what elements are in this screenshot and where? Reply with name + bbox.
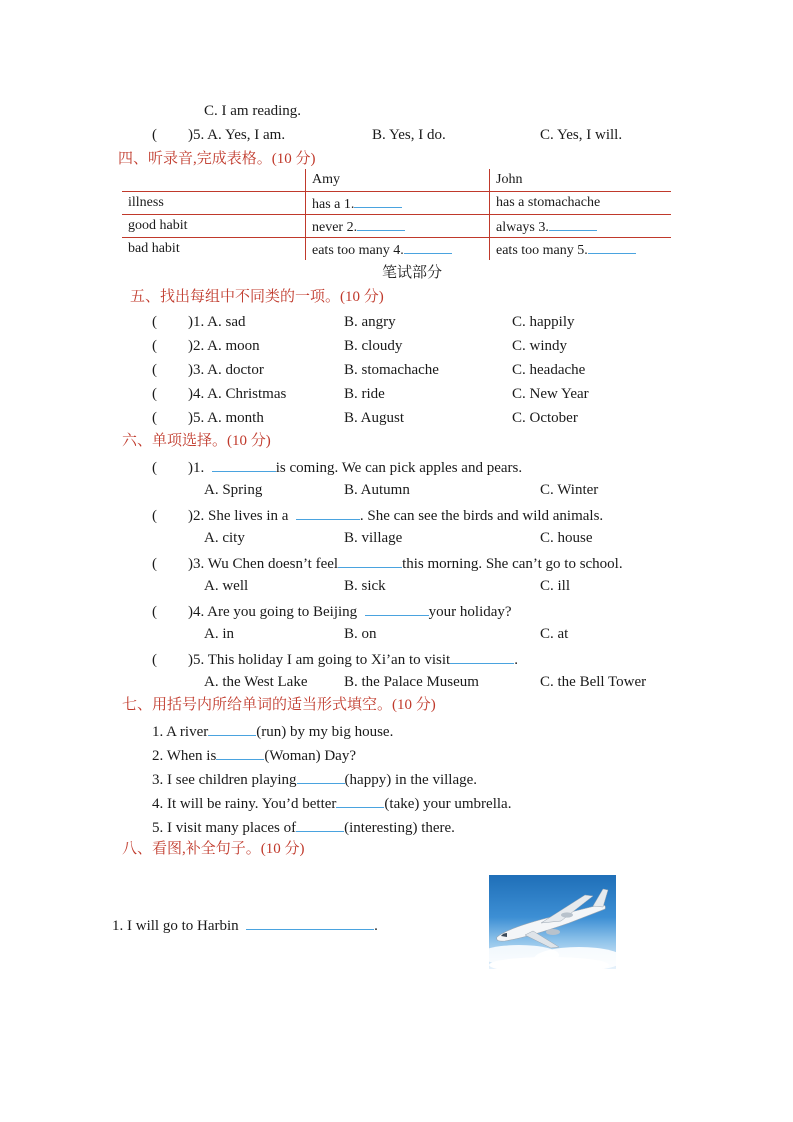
choice-b: B. angry <box>344 314 396 330</box>
answer-blank[interactable] <box>365 601 429 616</box>
answer-blank[interactable] <box>354 193 402 208</box>
question-row: ( )2. She lives in a . She can see the birds and wild animals. <box>152 505 603 525</box>
table-row <box>122 192 671 215</box>
question-row: ( )1. A. sad <box>152 314 246 330</box>
choice-c: C. I am reading. <box>204 103 302 119</box>
answer-blank[interactable] <box>549 216 597 231</box>
question-row: 1. A river (run) by my big house. <box>152 721 393 741</box>
table-cell: never 2. <box>306 215 490 238</box>
question-row: 5. I visit many places of (interesting) there. <box>152 817 455 837</box>
answer-blank[interactable] <box>296 817 344 832</box>
choice-b: B. ride <box>344 386 385 402</box>
answer-blank[interactable] <box>246 915 374 930</box>
question-row: 2. When is (Woman) Day? <box>152 745 356 765</box>
part-title: 笔试部分 <box>382 265 443 281</box>
answer-blank[interactable] <box>588 239 636 254</box>
choice-b: B. Yes, I do. <box>372 127 446 143</box>
section-heading: 四、听录音,完成表格。(10 分) <box>118 151 316 167</box>
question-row: 3. I see children playing (happy) in the village. <box>152 769 477 789</box>
listening-table <box>122 169 671 260</box>
question-row: ( )4. A. Christmas <box>152 386 287 402</box>
choice-c: C. ill <box>540 578 571 594</box>
question-row: 1. I will go to Harbin . <box>112 915 378 935</box>
airplane-icon <box>489 875 616 969</box>
choice-c: C. house <box>540 530 593 546</box>
choice-c: C. happily <box>512 314 575 330</box>
choice-c: C. windy <box>512 338 568 354</box>
answer-blank[interactable] <box>338 553 402 568</box>
answer-blank[interactable] <box>404 239 452 254</box>
choice-a: A. in <box>204 626 234 642</box>
question-row: ( )4. Are you going to Beijing your holiday? <box>152 601 512 621</box>
question-row: ( )2. A. moon <box>152 338 260 354</box>
choice-b: B. August <box>344 410 405 426</box>
question-row: ( )3. A. doctor <box>152 362 264 378</box>
table-header-row <box>122 169 671 192</box>
table-cell: always 3. <box>490 215 672 238</box>
answer-blank[interactable] <box>208 721 256 736</box>
question-row: ( )1. is coming. We can pick apples and pears. <box>152 457 522 477</box>
section-heading: 六、单项选择。(10 分) <box>122 433 271 449</box>
question-row: ( )5. A. Yes, I am. <box>152 127 286 143</box>
choice-c: C. New Year <box>512 386 589 402</box>
answer-blank[interactable] <box>296 505 360 520</box>
choice-c: C. at <box>540 626 569 642</box>
choice-c: C. the Bell Tower <box>540 674 647 690</box>
choice-c: C. Winter <box>540 482 599 498</box>
table-header-amy: Amy <box>306 169 490 192</box>
choice-c: C. Yes, I will. <box>540 127 623 143</box>
table-cell: bad habit <box>128 241 180 256</box>
choice-b: B. the Palace Museum <box>344 674 479 690</box>
choice-b: B. on <box>344 626 377 642</box>
section-heading: 五、找出每组中不同类的一项。(10 分) <box>130 289 384 305</box>
question-row: ( )5. A. month <box>152 410 264 426</box>
table-cell: has a 1. <box>306 192 490 215</box>
choice-b: B. stomachache <box>344 362 439 378</box>
question-row: ( )5. This holiday I am going to Xi’an to visit . <box>152 649 518 669</box>
table-header-john: John <box>490 169 672 192</box>
question-row: ( )3. Wu Chen doesn’t feel this morning. She can’t go to school. <box>152 553 623 573</box>
table-cell: eats too many 4. <box>306 238 490 261</box>
choice-a: A. Spring <box>204 482 263 498</box>
table-cell: eats too many 5. <box>490 238 672 261</box>
table-row <box>122 238 671 261</box>
answer-blank[interactable] <box>357 216 405 231</box>
choice-b: B. Autumn <box>344 482 410 498</box>
question-text: )5. A. Yes, I am. <box>188 127 286 143</box>
choice-a: A. the West Lake <box>204 674 308 690</box>
choice-a: A. well <box>204 578 249 594</box>
choice-c: C. October <box>512 410 578 426</box>
answer-blank[interactable] <box>212 457 276 472</box>
table-cell: illness <box>122 192 306 215</box>
table-cell: good habit <box>122 215 306 238</box>
section-heading: 七、用括号内所给单词的适当形式填空。(10 分) <box>122 697 436 713</box>
choice-a: A. city <box>204 530 245 546</box>
choice-b: B. sick <box>344 578 386 594</box>
answer-blank[interactable] <box>216 745 264 760</box>
choice-c: C. headache <box>512 362 586 378</box>
table-row <box>122 215 671 238</box>
section-heading: 八、看图,补全句子。(10 分) <box>122 841 305 857</box>
answer-blank[interactable] <box>336 793 384 808</box>
choice-b: B. village <box>344 530 403 546</box>
answer-blank[interactable] <box>450 649 514 664</box>
table-cell: has a stomachache <box>490 192 672 215</box>
table-cell <box>122 169 306 192</box>
question-row: 4. It will be rainy. You’d better (take) your umbrella. <box>152 793 511 813</box>
answer-blank[interactable] <box>297 769 345 784</box>
choice-b: B. cloudy <box>344 338 403 354</box>
airplane-picture <box>489 875 616 969</box>
